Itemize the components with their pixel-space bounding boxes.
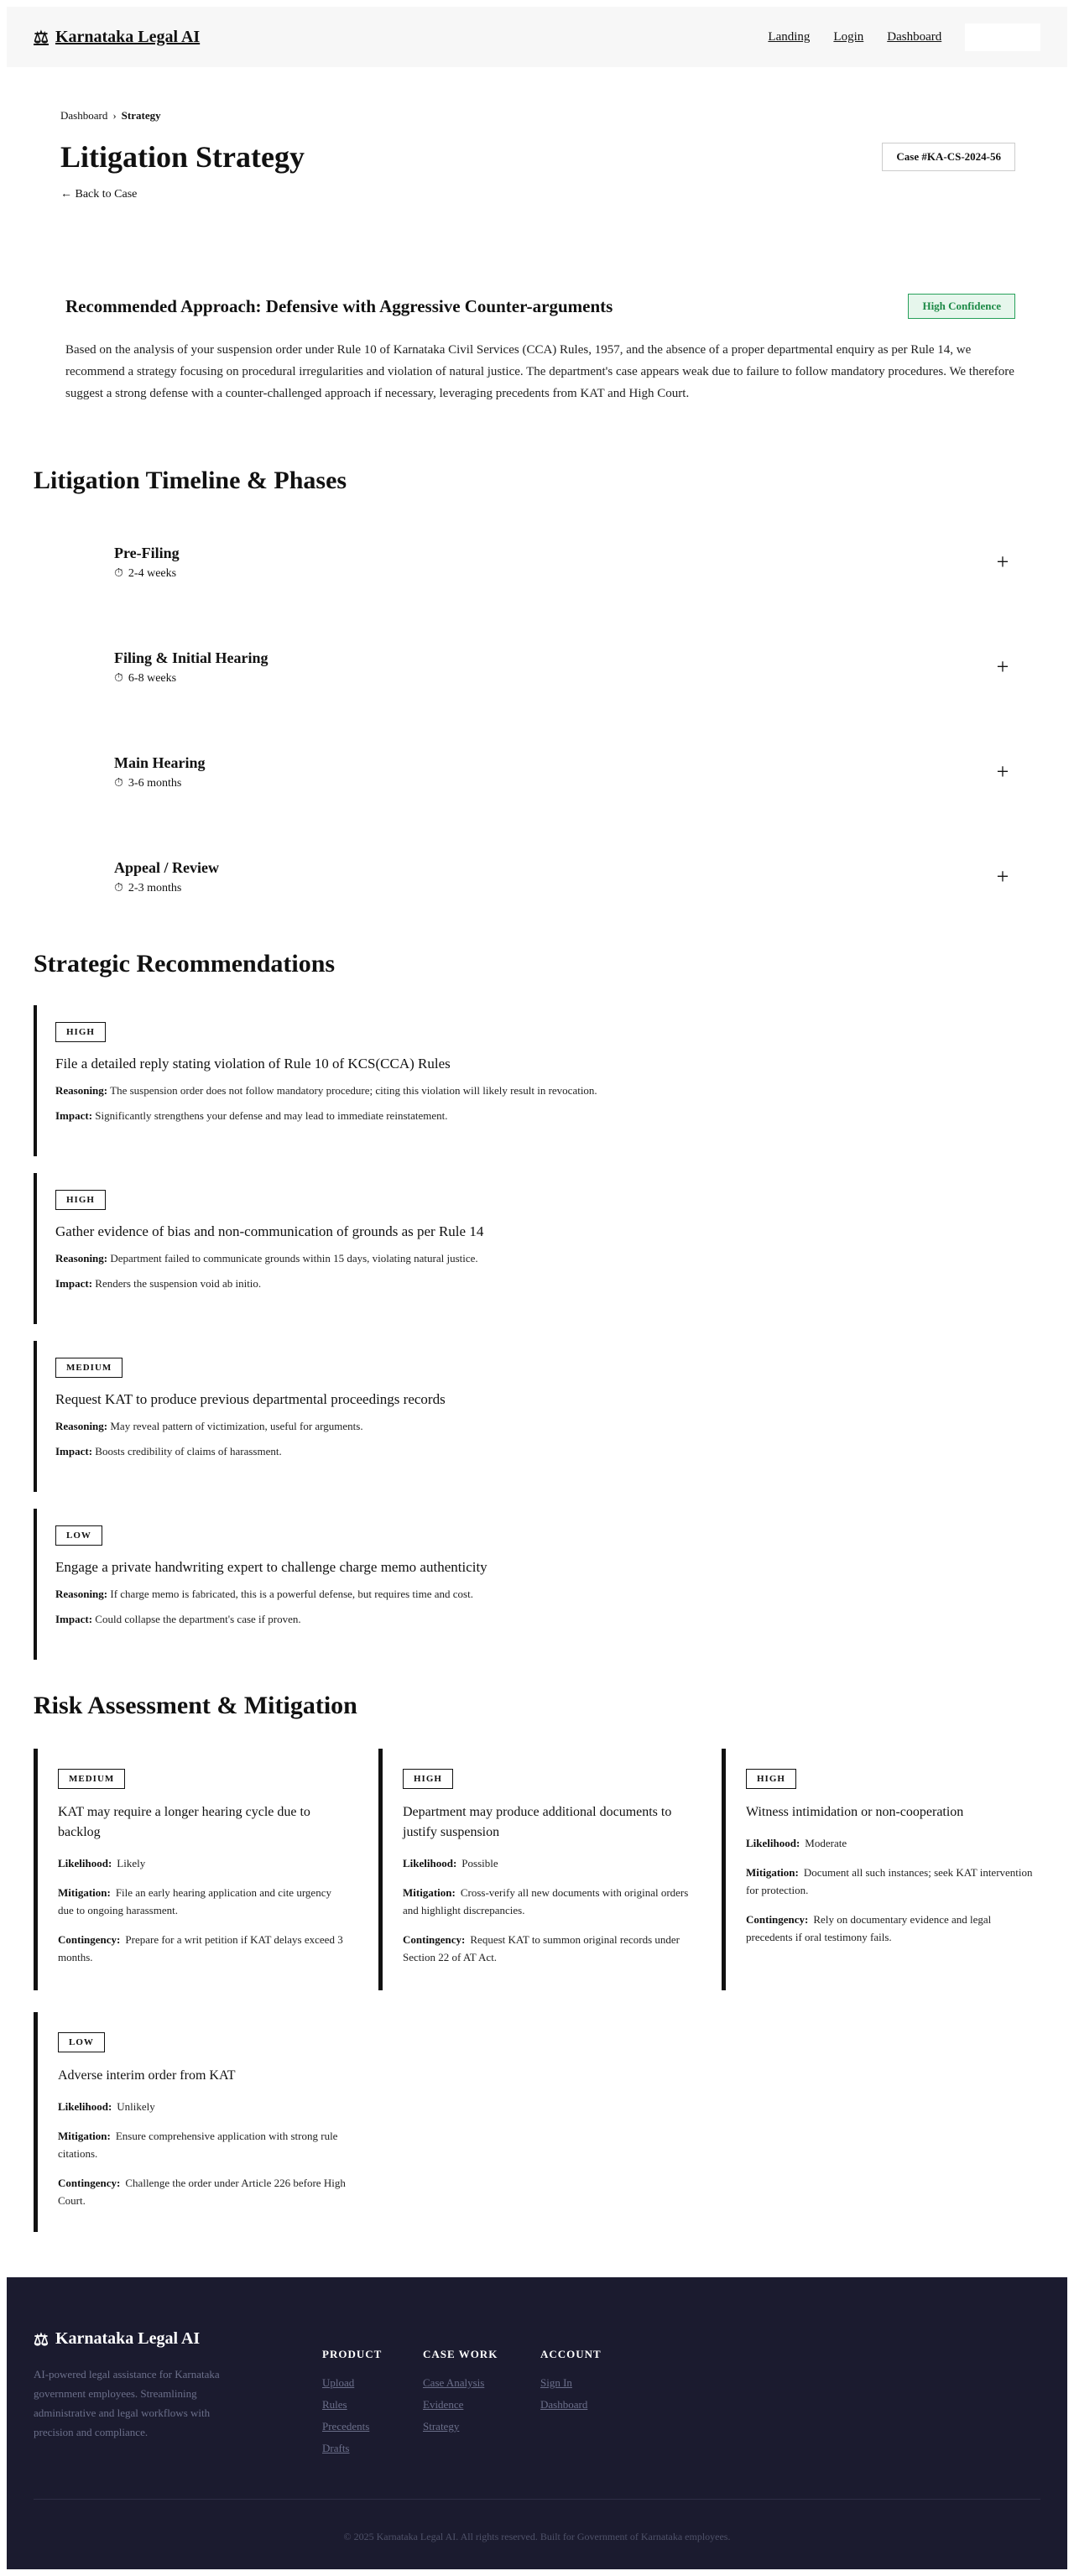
phase-name: Appeal / Review: [114, 858, 219, 876]
mitigation-text: Document all such instances; seek KAT intervention for protection.: [746, 1866, 1033, 1896]
footer-column-heading: CASE WORK: [423, 2348, 498, 2360]
phase-filing[interactable]: [114, 642, 1015, 692]
risk-heading: Risk Assessment & Mitigation: [34, 1692, 357, 1719]
risk-contingency: [58, 2174, 349, 2209]
severity-badge: HIGH: [746, 1769, 796, 1789]
brand-logo[interactable]: [34, 27, 200, 48]
breadcrumb-current: Strategy: [121, 109, 161, 122]
footer-column-product: [322, 2348, 382, 2455]
footer-column-heading: ACCOUNT: [540, 2348, 602, 2360]
footer-column-account: [540, 2348, 602, 2412]
footer-column-heading: PRODUCT: [322, 2348, 383, 2360]
nav-link-landing[interactable]: Landing: [768, 29, 811, 44]
reasoning-label: Reasoning:: [55, 1084, 108, 1097]
stopwatch-icon: ⏱: [114, 881, 123, 894]
phase-duration: 2-3 months: [128, 881, 182, 894]
impact-text: Boosts credibility of claims of harassment.: [95, 1445, 282, 1457]
recommendation-reasoning: [55, 1588, 1015, 1601]
risk-card: [34, 1749, 349, 1990]
phase-name: Filing & Initial Hearing: [114, 649, 268, 666]
risk-card: [722, 1749, 1037, 1990]
phase-name: Main Hearing: [114, 754, 206, 771]
footer-brand-name: Karnataka Legal AI: [55, 2329, 201, 2348]
phase-duration: 6-8 weeks: [128, 671, 177, 685]
impact-label: Impact:: [55, 1277, 93, 1290]
footer-link-dashboard[interactable]: Dashboard: [540, 2398, 588, 2411]
confidence-badge: High Confidence: [908, 294, 1015, 319]
page-title: Litigation Strategy: [60, 140, 305, 174]
footer-description: AI-powered legal assistance for Karnataka government employees. Streamlining administrative and legal workflows with precision and compliance.: [34, 2368, 220, 2438]
contingency-text: Prepare for a writ petition if KAT delays exceed 3 months.: [58, 1933, 343, 1963]
recommendation-impact: [55, 1109, 1015, 1123]
scale-icon: ⚖: [34, 2331, 49, 2349]
mitigation-text: Cross-verify all new documents with original orders and highlight discrepancies.: [403, 1886, 689, 1916]
contingency-text: Request KAT to summon original records under Section 22 of AT Act.: [403, 1933, 680, 1963]
phase-main-hearing[interactable]: [114, 747, 1015, 797]
likelihood-value: Unlikely: [117, 2100, 155, 2113]
recommendation-reasoning: [55, 1252, 1015, 1265]
expand-plus-icon[interactable]: +: [996, 654, 1009, 679]
impact-text: Renders the suspension void ab initio.: [95, 1277, 262, 1290]
risk-title: Adverse interim order from KAT: [58, 2068, 236, 2083]
impact-text: Could collapse the department's case if proven.: [95, 1613, 301, 1625]
footer-link-sign-in[interactable]: Sign In: [540, 2376, 572, 2389]
footer-link-strategy[interactable]: Strategy: [423, 2420, 460, 2433]
top-navbar: [7, 7, 1067, 67]
contingency-label: Contingency:: [58, 1933, 121, 1946]
contingency-text: Challenge the order under Article 226 before High Court.: [58, 2177, 346, 2207]
risk-likelihood: [58, 2098, 349, 2115]
back-to-case-link[interactable]: ← Back to Case: [60, 188, 138, 201]
risk-likelihood: [403, 1854, 694, 1872]
impact-label: Impact:: [55, 1109, 93, 1122]
contingency-label: Contingency:: [403, 1933, 466, 1946]
risk-title: KAT may require a longer hearing cycle due to backlog: [58, 1805, 310, 1839]
recommendation-impact: [55, 1277, 1015, 1291]
phase-name: Pre-Filing: [114, 544, 180, 561]
brand-name: Karnataka Legal AI: [55, 27, 201, 46]
mitigation-label: Mitigation:: [403, 1886, 456, 1899]
timeline-heading: Litigation Timeline & Phases: [34, 467, 347, 494]
contingency-text: Rely on documentary evidence and legal precedents if oral testimony fails.: [746, 1913, 992, 1943]
mitigation-label: Mitigation:: [746, 1866, 799, 1879]
stopwatch-icon: ⏱: [114, 776, 123, 790]
mitigation-text: File an early hearing application and cite urgency due to ongoing harassment.: [58, 1886, 331, 1916]
risk-card: [34, 2012, 349, 2232]
recommendation-title: Gather evidence of bias and non-communication of grounds as per Rule 14: [55, 1223, 484, 1239]
reasoning-text: If charge memo is fabricated, this is a powerful defense, but requires time and cost.: [110, 1588, 473, 1600]
recommendation-reasoning: [55, 1420, 1015, 1433]
reasoning-text: May reveal pattern of victimization, useful for arguments.: [110, 1420, 363, 1432]
breadcrumb: [60, 109, 1015, 123]
page-header: [60, 109, 1015, 201]
risk-mitigation: [746, 1864, 1037, 1899]
case-badge: Case #KA-CS-2024-56: [882, 143, 1015, 171]
approach-title: Recommended Approach: Defensive with Aggressive Counter-arguments: [65, 295, 613, 316]
contingency-label: Contingency:: [58, 2177, 121, 2189]
footer-copyright: © 2025 Karnataka Legal AI. All rights reserved. Built for Government of Karnataka employees.: [343, 2531, 731, 2542]
risk-likelihood: [58, 1854, 349, 1872]
risk-contingency: [403, 1931, 694, 1966]
likelihood-label: Likelihood:: [58, 1857, 112, 1869]
footer-link-evidence[interactable]: Evidence: [423, 2398, 464, 2411]
mitigation-text: Ensure comprehensive application with strong rule citations.: [58, 2130, 338, 2160]
recommendation-impact: [55, 1613, 1015, 1626]
reasoning-label: Reasoning:: [55, 1588, 108, 1600]
likelihood-value: Likely: [117, 1857, 146, 1869]
likelihood-label: Likelihood:: [746, 1837, 800, 1849]
mitigation-label: Mitigation:: [58, 1886, 111, 1899]
footer-link-precedents[interactable]: Precedents: [322, 2420, 370, 2433]
reasoning-label: Reasoning:: [55, 1420, 108, 1432]
site-footer: [7, 2277, 1067, 2569]
risk-title: Witness intimidation or non-cooperation: [746, 1805, 964, 1819]
recommendation-card: [34, 1509, 1015, 1660]
likelihood-label: Likelihood:: [403, 1857, 457, 1869]
expand-plus-icon[interactable]: +: [996, 864, 1009, 889]
sign-out-button[interactable]: Sign Out: [965, 23, 1040, 51]
risk-contingency: [746, 1911, 1037, 1946]
expand-plus-icon[interactable]: +: [996, 550, 1009, 574]
phase-duration: 3-6 months: [128, 776, 182, 790]
stopwatch-icon: ⏱: [114, 671, 123, 685]
recommendation-impact: [55, 1445, 1015, 1458]
likelihood-value: Possible: [461, 1857, 498, 1869]
footer-link-rules[interactable]: Rules: [322, 2398, 347, 2411]
impact-text: Significantly strengthens your defense and may lead to immediate reinstatement.: [95, 1109, 448, 1122]
recommended-approach: [65, 294, 1015, 404]
contingency-label: Contingency:: [746, 1913, 809, 1926]
phase-duration: 2-4 weeks: [128, 566, 177, 580]
main-nav: [768, 23, 1040, 51]
risk-mitigation: [58, 2127, 349, 2162]
severity-badge: HIGH: [403, 1769, 453, 1789]
risk-title: Department may produce additional documents to justify suspension: [403, 1805, 672, 1839]
impact-label: Impact:: [55, 1613, 93, 1625]
risk-contingency: [58, 1931, 349, 1966]
reasoning-text: The suspension order does not follow mandatory procedure; citing this violation will likely result in revocation.: [110, 1084, 597, 1097]
footer-column-case-work: [423, 2348, 498, 2433]
recommendations-heading: Strategic Recommendations: [34, 950, 336, 978]
likelihood-value: Moderate: [805, 1837, 847, 1849]
nav-link-login[interactable]: Login: [833, 29, 864, 44]
impact-label: Impact:: [55, 1445, 93, 1457]
priority-badge: HIGH: [55, 1190, 106, 1210]
recommendation-card: [34, 1173, 1015, 1324]
mitigation-label: Mitigation:: [58, 2130, 111, 2142]
stopwatch-icon: ⏱: [114, 566, 123, 580]
footer-brand: [34, 2329, 200, 2350]
severity-badge: MEDIUM: [58, 1769, 125, 1789]
likelihood-label: Likelihood:: [58, 2100, 112, 2113]
recommendation-title: Request KAT to produce previous departmental proceedings records: [55, 1391, 446, 1407]
risk-mitigation: [403, 1884, 694, 1919]
footer-link-case-analysis[interactable]: Case Analysis: [423, 2376, 485, 2389]
recommendation-title: File a detailed reply stating violation of Rule 10 of KCS(CCA) Rules: [55, 1056, 451, 1072]
severity-badge: LOW: [58, 2032, 105, 2052]
nav-link-dashboard[interactable]: Dashboard: [887, 29, 942, 44]
recommendation-card: [34, 1005, 1015, 1156]
breadcrumb-dashboard[interactable]: Dashboard: [60, 109, 108, 122]
risk-card: [378, 1749, 694, 1990]
risk-mitigation: [58, 1884, 349, 1919]
priority-badge: LOW: [55, 1525, 102, 1546]
recommendation-title: Engage a private handwriting expert to challenge charge memo authenticity: [55, 1559, 487, 1575]
priority-badge: MEDIUM: [55, 1358, 123, 1378]
recommendation-card: [34, 1341, 1015, 1492]
risk-likelihood: [746, 1834, 1037, 1852]
priority-badge: HIGH: [55, 1022, 106, 1042]
reasoning-text: Department failed to communicate grounds within 15 days, violating natural justice.: [110, 1252, 478, 1265]
recommendation-reasoning: [55, 1084, 1015, 1098]
reasoning-label: Reasoning:: [55, 1252, 108, 1265]
expand-plus-icon[interactable]: +: [996, 759, 1009, 784]
approach-description: Based on the analysis of your suspension order under Rule 10 of Karnataka Civil Services (CCA) Rules, 1957, and the absence of a proper departmental enquiry as per Rule 14, we recommend a strategy focusing on procedural irregularities and violation of natural justice. The department's case appears weak due to failure to follow mandatory procedures. We therefore suggest a strong defense with a counter-challenged approach if necessary, leveraging precedents from KAT and High Court.: [65, 343, 1014, 400]
phase-appeal[interactable]: [114, 852, 1015, 902]
phase-pre-filing[interactable]: [114, 537, 1015, 587]
scale-icon: ⚖: [34, 28, 49, 47]
footer-link-drafts[interactable]: Drafts: [322, 2442, 350, 2454]
footer-link-upload[interactable]: Upload: [322, 2376, 355, 2389]
chevron-right-icon: ›: [112, 109, 117, 122]
footer-divider: [34, 2499, 1040, 2500]
